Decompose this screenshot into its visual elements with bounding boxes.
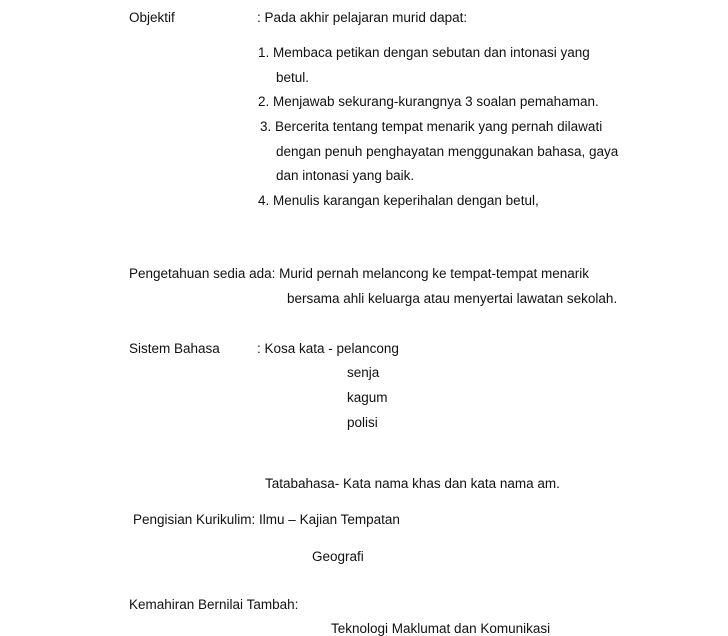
kemahiran-label: Kemahiran Bernilai Tambah: bbox=[129, 597, 299, 612]
kemahiran-sub: Teknologi Maklumat dan Komunikasi bbox=[331, 621, 551, 636]
pengetahuan-line-2: bersama ahli keluarga atau menyertai lawatan sekolah. bbox=[287, 291, 618, 306]
pengisian-kurikulum-sub: Geografi bbox=[312, 549, 364, 564]
objektif-item-1-line-2: betul. bbox=[276, 70, 310, 85]
kosa-kata-line: : Kosa kata - pelancong bbox=[257, 341, 399, 356]
kosa-kata-word-2: kagum bbox=[347, 390, 388, 405]
pengetahuan-line-1: Pengetahuan sedia ada: Murid pernah melancong ke tempat-tempat menarik bbox=[129, 266, 590, 281]
objektif-item-3-line-1: 3. Bercerita tentang tempat menarik yang pernah dilawati bbox=[260, 119, 603, 134]
objektif-item-2-line-1: 2. Menjawab sekurang-kurangnya 3 soalan pemahaman. bbox=[258, 94, 599, 109]
objektif-item-1-line-1: 1. Membaca petikan dengan sebutan dan intonasi yang bbox=[258, 45, 590, 60]
pengisian-kurikulum-line: Pengisian Kurikulim: Ilmu – Kajian Tempatan bbox=[133, 512, 400, 527]
objektif-item-4-line-1: 4. Menulis karangan keperihalan dengan betul, bbox=[258, 193, 539, 208]
sistem-bahasa-label: Sistem Bahasa bbox=[129, 341, 220, 356]
objektif-intro: : Pada akhir pelajaran murid dapat: bbox=[257, 10, 468, 25]
objektif-item-3-line-3: dan intonasi yang baik. bbox=[276, 168, 415, 183]
kosa-kata-word-1: senja bbox=[347, 365, 380, 380]
tatabahasa-line: Tatabahasa- Kata nama khas dan kata nama am. bbox=[265, 476, 560, 491]
kosa-kata-word-3: polisi bbox=[347, 415, 378, 430]
objektif-label: Objektif bbox=[129, 10, 175, 25]
objektif-item-3-line-2: dengan penuh penghayatan menggunakan bahasa, gaya bbox=[276, 144, 619, 159]
